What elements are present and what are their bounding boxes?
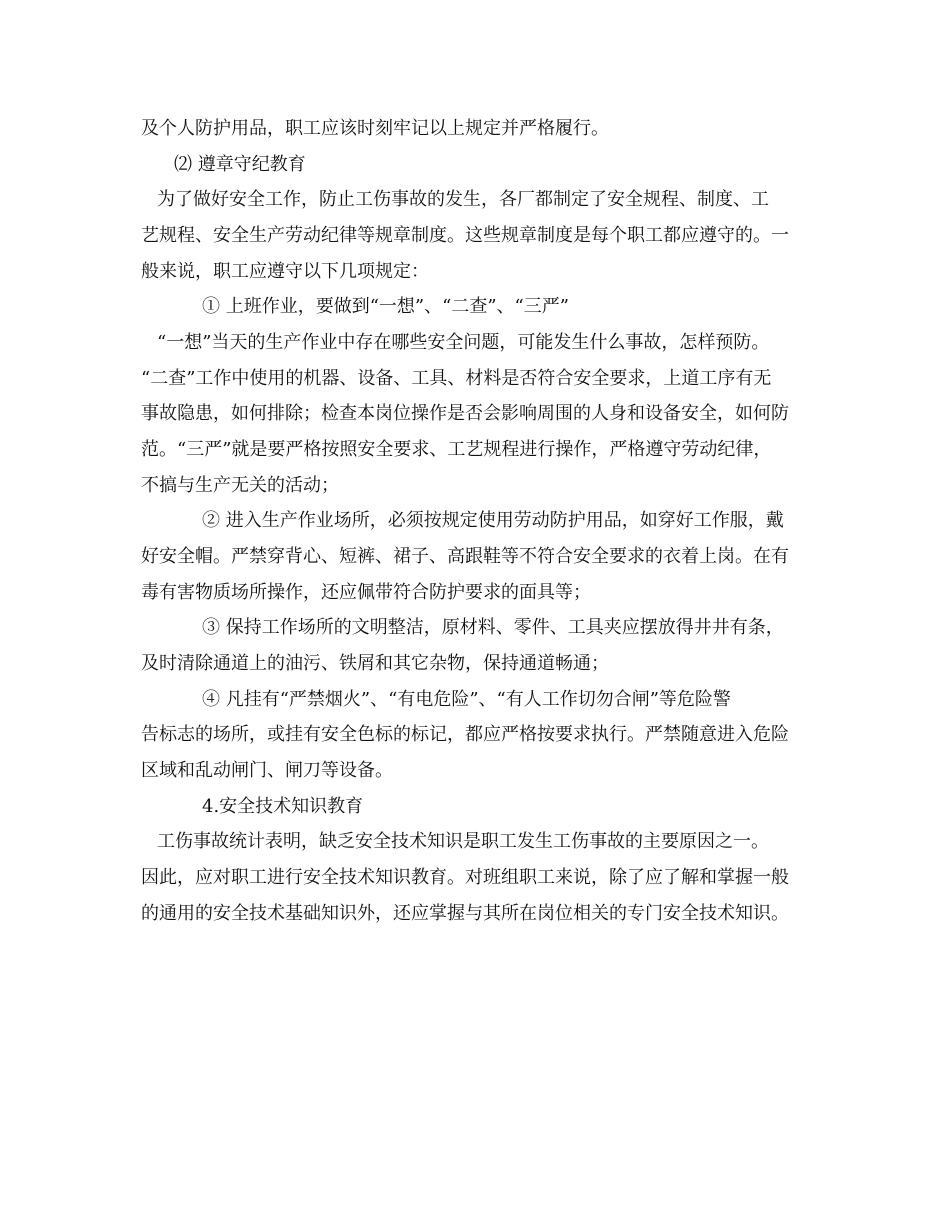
paragraph-line: “一想”当天的生产作业中存在哪些安全问题，可能发生什么事故，怎样预防。 <box>157 332 770 353</box>
list-item: ② 进入生产作业场所，必须按规定使用劳动防护用品，如穿好工作服，戴 <box>202 510 784 531</box>
paragraph-line: 及时清除通道上的油污、铁屑和其它杂物，保持通道畅通； <box>141 653 609 674</box>
paragraph-line: 告标志的场所，或挂有安全色标的标记，都应严格按要求执行。严禁随意进入危险 <box>141 724 789 745</box>
paragraph-line: 好安全帽。严禁穿背心、短裤、裙子、高跟鞋等不符合安全要求的衣着上岗。在有 <box>141 546 789 567</box>
paragraph-line: 毒有害物质场所操作，还应佩带符合防护要求的面具等； <box>141 582 591 603</box>
list-item-heading: ① 上班作业，要做到“一想”、“二查”、“三严” <box>202 296 569 317</box>
paragraph-line: 不搞与生产无关的活动； <box>141 475 339 496</box>
paragraph-line: 工伤事故统计表明，缺乏安全技术知识是职工发生工伤事故的主要原因之一。 <box>157 831 769 852</box>
paragraph-line: 艺规程、安全生产劳动纪律等规章制度。这些规章制度是每个职工都应遵守的。一 <box>141 225 789 246</box>
paragraph-line: 的通用的安全技术基础知识外，还应掌握与其所在岗位相关的专门安全技术知识。 <box>141 903 789 924</box>
paragraph-line: “二查”工作中使用的机器、设备、工具、材料是否符合安全要求，上道工序有无 <box>141 368 772 389</box>
paragraph-line: 事故隐患，如何排除；检查本岗位操作是否会影响周围的人身和设备安全，如何防 <box>141 403 789 424</box>
paragraph-line: 般来说，职工应遵守以下几项规定： <box>141 261 429 282</box>
paragraph-line: 区域和乱动闸门、闸刀等设备。 <box>141 760 393 781</box>
paragraph-line: 为了做好安全工作，防止工伤事故的发生，各厂都制定了安全规程、制度、工 <box>157 189 769 210</box>
section-heading: 4.安全技术知识教育 <box>202 796 364 817</box>
paragraph-line: 因此，应对职工进行安全技术知识教育。对班组职工来说，除了应了解和掌握一般 <box>141 867 789 888</box>
paragraph-line: 范。“三严”就是要严格按照安全要求、工艺规程进行操作，严格遵守劳动纪律， <box>141 439 772 460</box>
list-item: ④ 凡挂有“严禁烟火”、“有电危险”、“有人工作切勿合闸”等危险警 <box>202 689 731 710</box>
section-heading: ⑵ 遵章守纪教育 <box>174 154 306 175</box>
paragraph-line: 及个人防护用品，职工应该时刻牢记以上规定并严格履行。 <box>141 118 609 139</box>
list-item: ③ 保持工作场所的文明整洁，原材料、零件、工具夹应摆放得井井有条， <box>202 617 784 638</box>
